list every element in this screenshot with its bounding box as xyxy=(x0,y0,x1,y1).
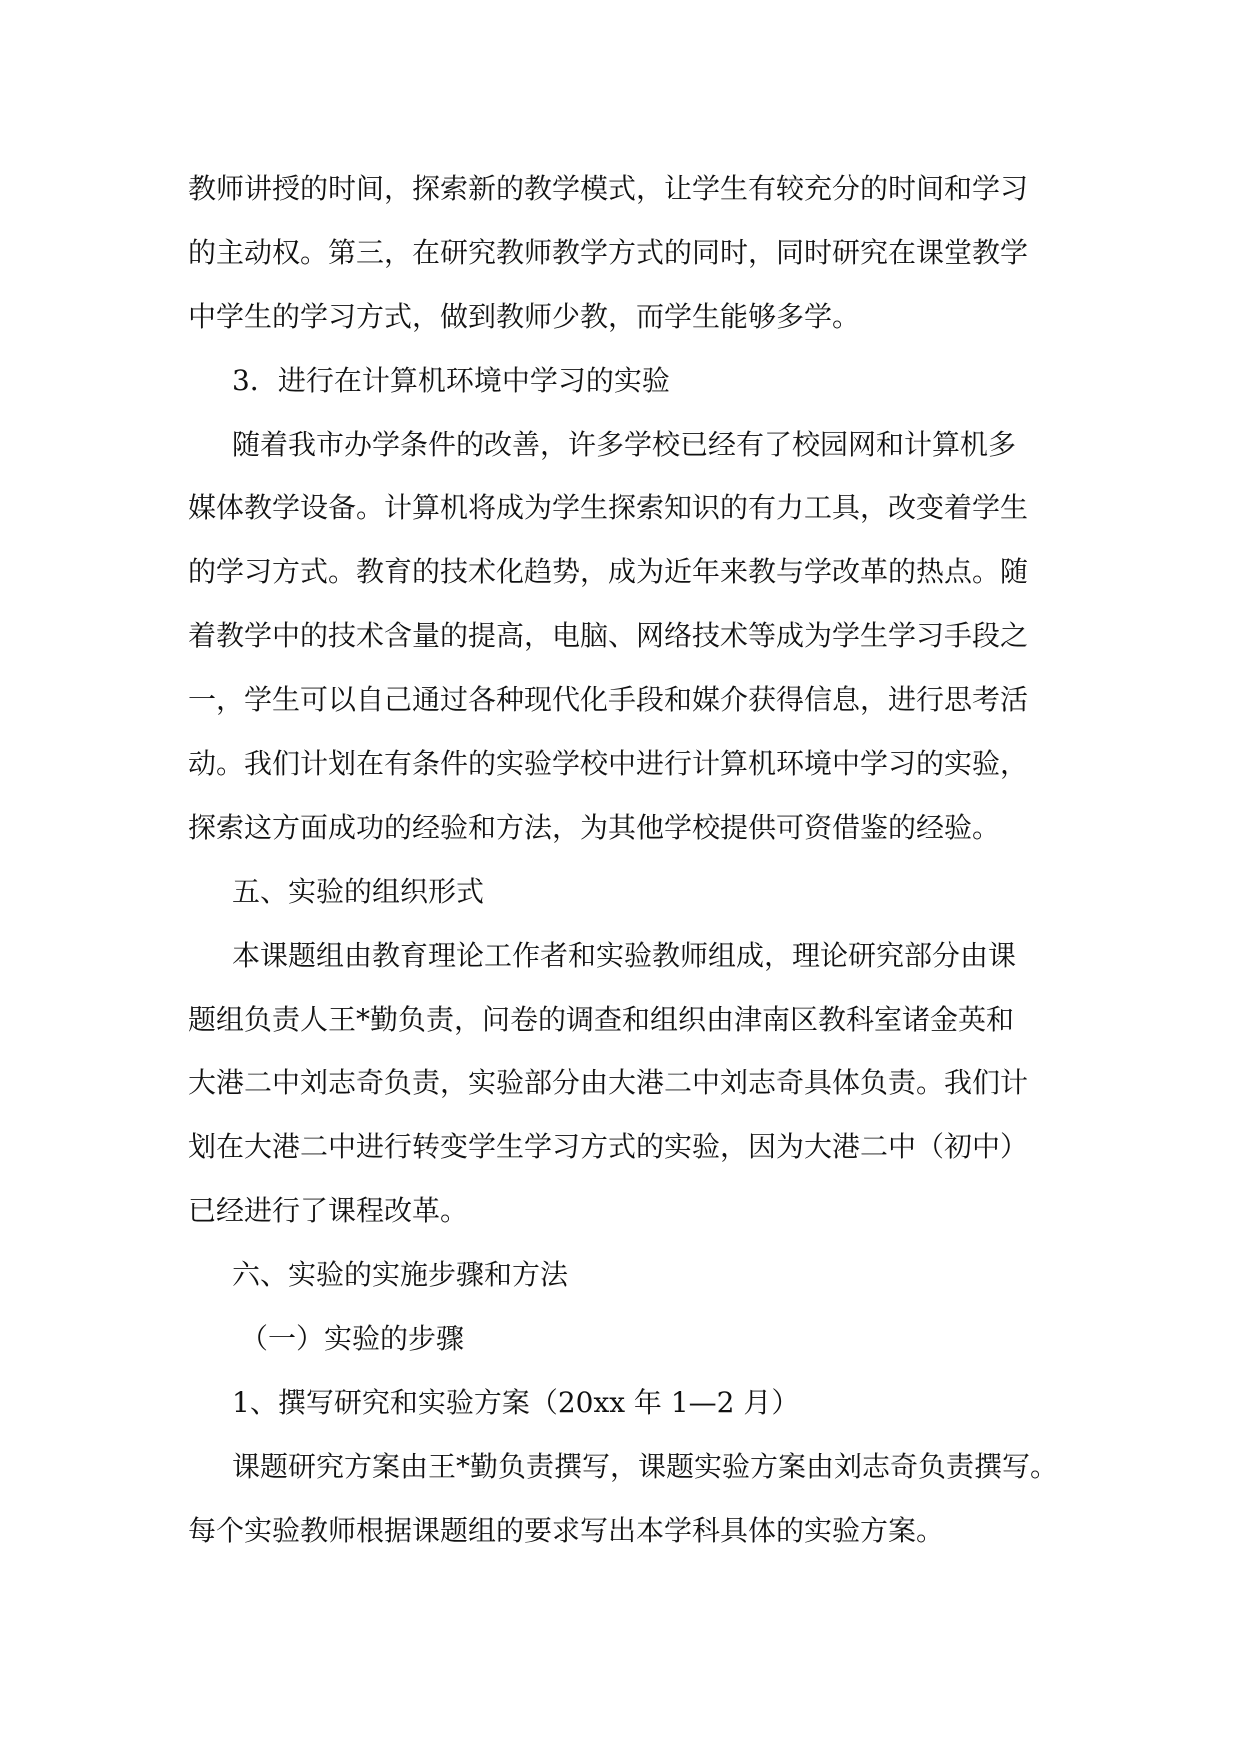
text-line: 题组负责人王*勤负责，问卷的调查和组织由津南区教科室诸金英和 xyxy=(188,1002,1015,1036)
text-line: 中学生的学习方式，做到教师少教，而学生能够多学。 xyxy=(188,299,861,333)
text-line: 探索这方面成功的经验和方法，为其他学校提供可资借鉴的经验。 xyxy=(188,810,1001,844)
section-heading: 六、实验的实施步骤和方法 xyxy=(232,1258,569,1292)
text-line: 大港二中刘志奇负责，实验部分由大港二中刘志奇具体负责。我们计 xyxy=(188,1066,1029,1100)
text-line: 本课题组由教育理论工作者和实验教师组成，理论研究部分由课 xyxy=(232,938,1017,972)
text-line: 划在大港二中进行转变学生学习方式的实验，因为大港二中（初中） xyxy=(188,1130,1029,1164)
document-body xyxy=(188,157,1068,1563)
text-line: 媒体教学设备。计算机将成为学生探索知识的有力工具，改变着学生 xyxy=(188,491,1029,525)
text-line: 的学习方式。教育的技术化趋势，成为近年来教与学改革的热点。随 xyxy=(188,555,1029,589)
text-line: 动。我们计划在有条件的实验学校中进行计算机环境中学习的实验， xyxy=(188,747,1029,781)
subsection-heading: （一）实验的步骤 xyxy=(240,1322,465,1356)
text-line: 已经进行了课程改革。 xyxy=(188,1194,469,1228)
text-line: 教师讲授的时间，探索新的教学模式，让学生有较充分的时间和学习 xyxy=(188,172,1029,205)
text-line: 课题研究方案由王*勤负责撰写，课题实验方案由刘志奇负责撰写。 xyxy=(232,1449,1059,1483)
text-line: 每个实验教师根据课题组的要求写出本学科具体的实验方案。 xyxy=(188,1513,945,1547)
text-line: 的主动权。第三，在研究教师教学方式的同时，同时研究在课堂教学 xyxy=(188,235,1029,269)
text-line: 随着我市办学条件的改善，许多学校已经有了校园网和计算机多 xyxy=(232,427,1017,461)
step-heading: 1、撰写研究和实验方案（20xx 年 1—2 月） xyxy=(232,1385,800,1419)
text-line: 一，学生可以自己通过各种现代化手段和媒介获得信息，进行思考活 xyxy=(188,683,1029,717)
text-line: 着教学中的技术含量的提高，电脑、网络技术等成为学生学习手段之 xyxy=(188,619,1029,653)
section-heading: 五、实验的组织形式 xyxy=(232,874,485,908)
subsection-heading: 3．进行在计算机环境中学习的实验 xyxy=(232,363,670,397)
